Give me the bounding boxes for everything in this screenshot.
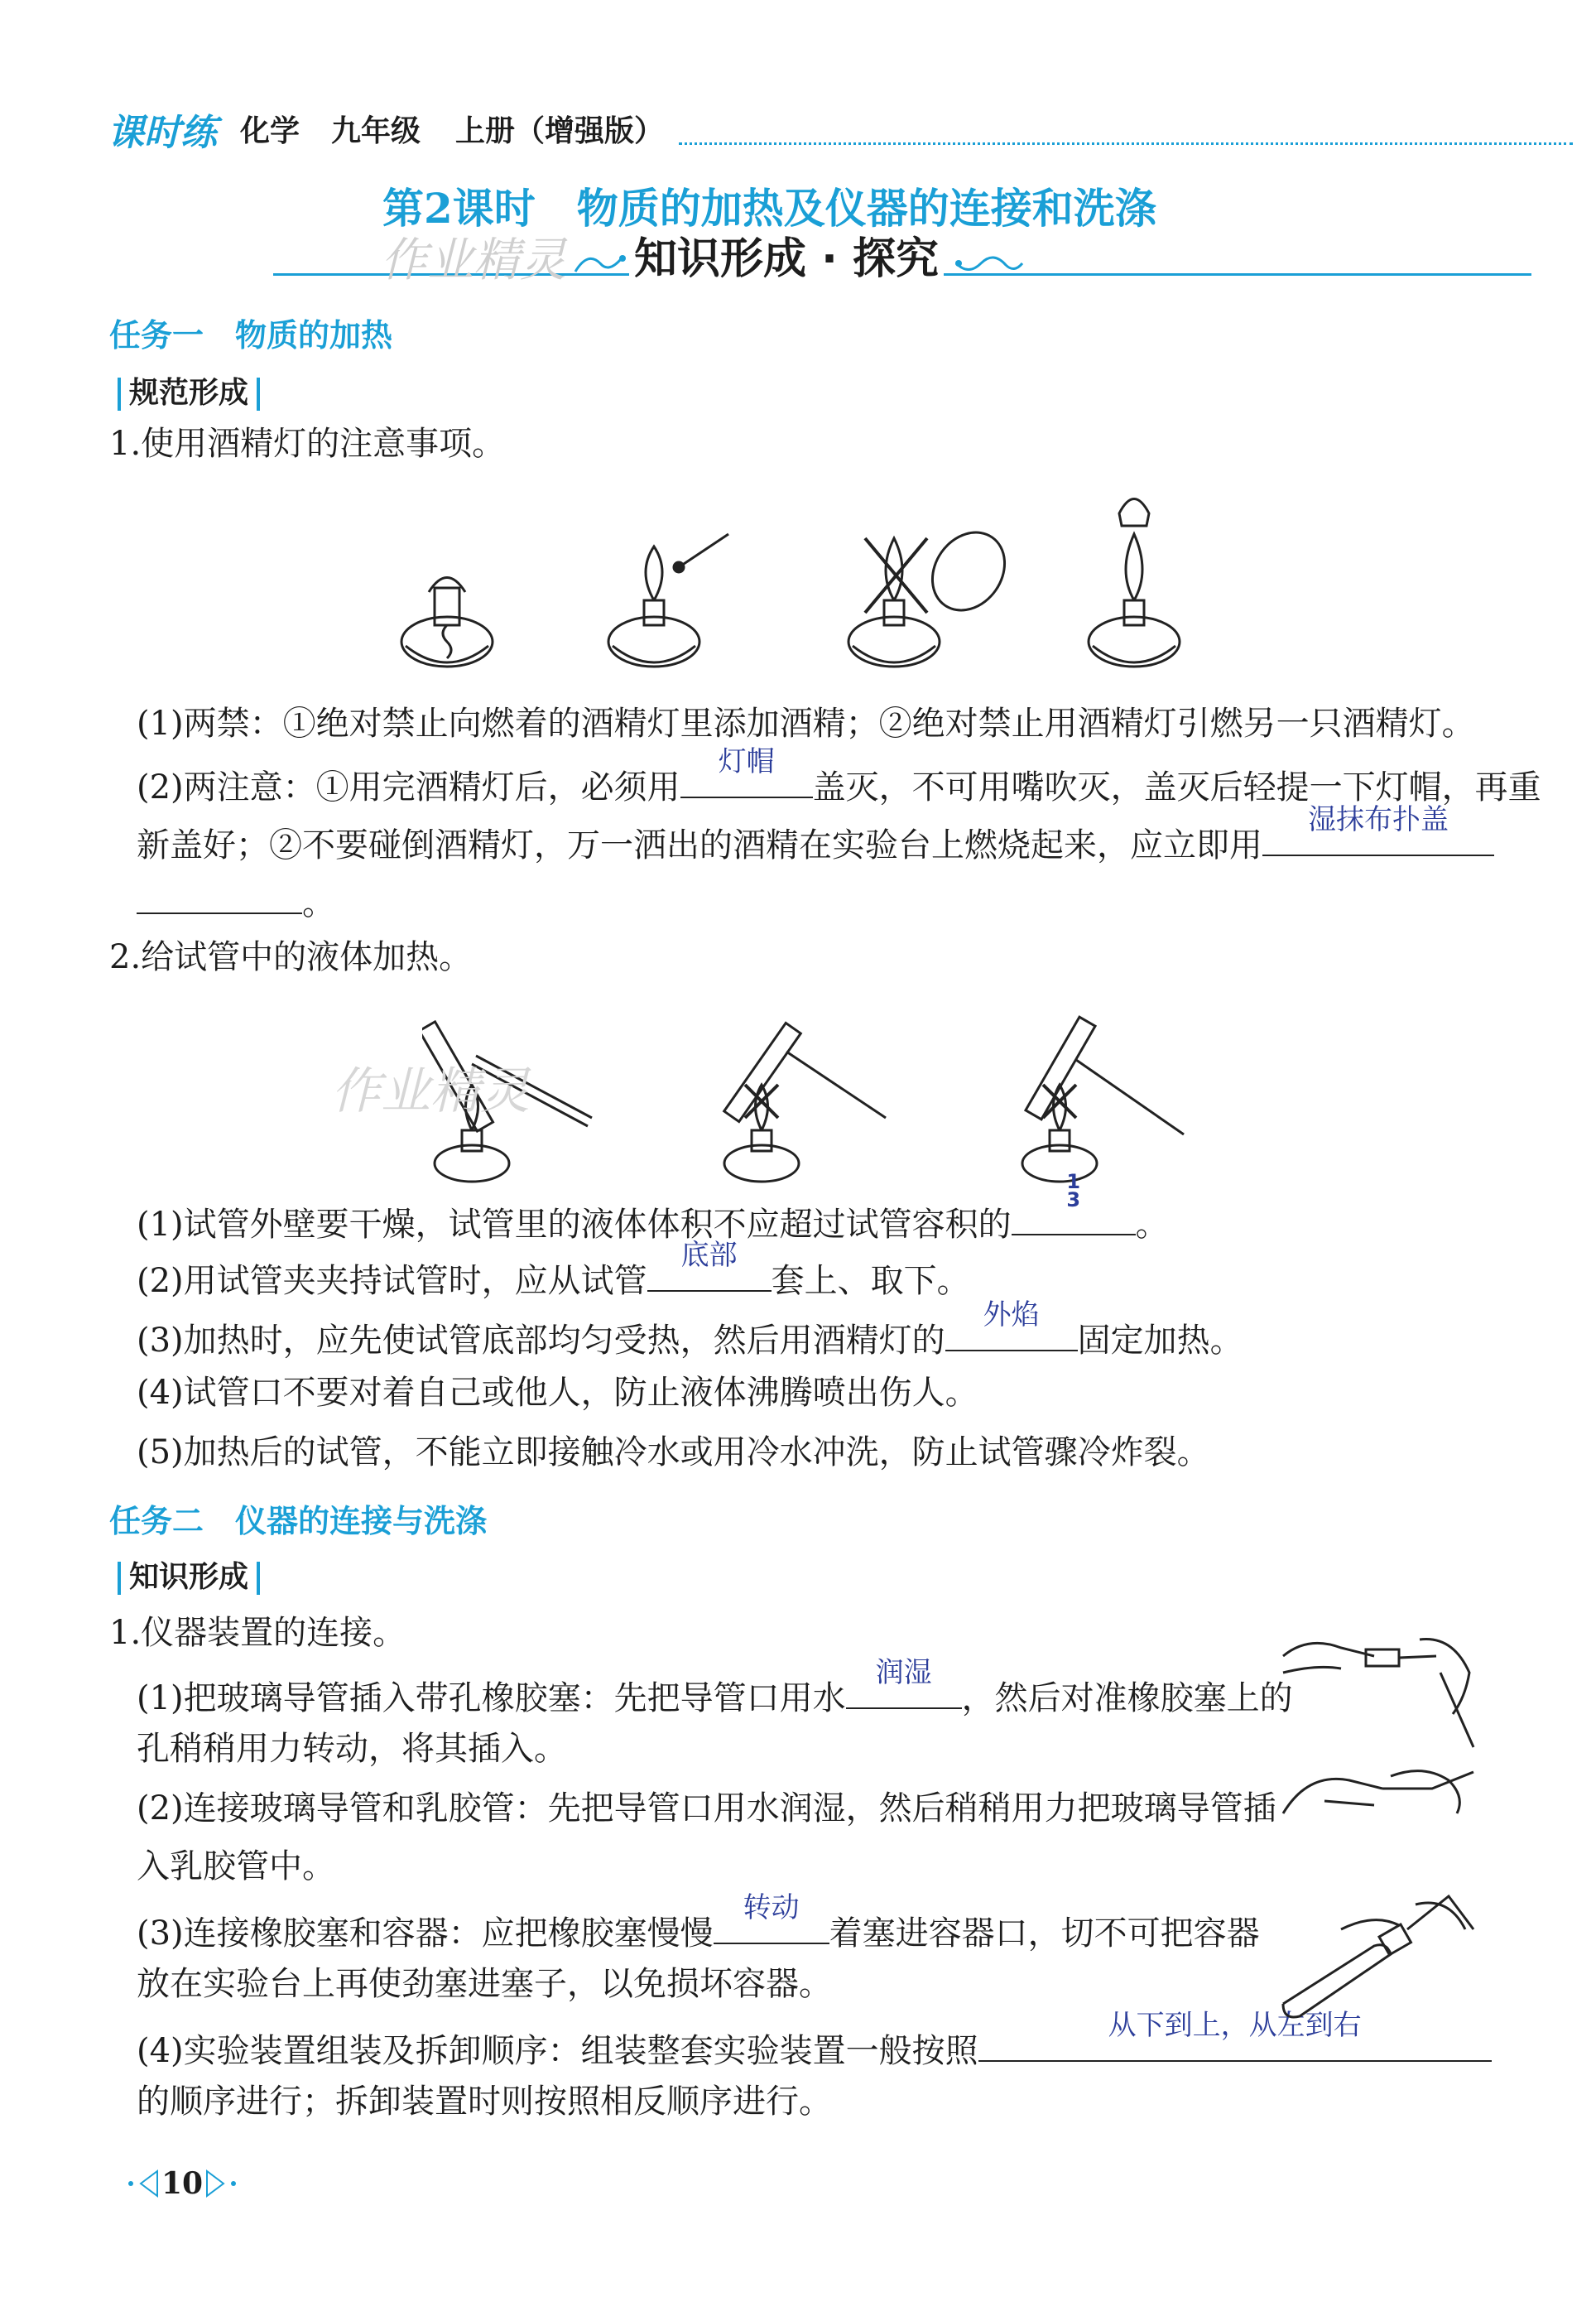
task1-item1-p2-line2: 新盖好；②不要碰倒酒精灯，万一洒出的酒精在实验台上燃烧起来，应立即用 湿抹布扑盖 <box>137 815 1494 869</box>
heating-wrong-angle-icon <box>724 1023 886 1182</box>
page-number: 10 <box>161 2166 204 2201</box>
header-grade: 九年级 <box>331 114 421 148</box>
test-tube-heating-figures <box>422 1002 1209 1192</box>
answer-blank-rotate: 转动 <box>714 1903 829 1944</box>
task2-heading: 任务二 仪器的连接与洗涤 <box>109 1503 488 1539</box>
page-number-badge <box>124 2163 240 2204</box>
task2-item1-p4-line1: (4)实验装置组装及拆卸顺序：组装整套实验装置一般按照 从下到上，从左到右 <box>137 2020 1492 2074</box>
task2-item1-p3-line2: 放在实验台上再使劲塞进塞子，以免损坏容器。 <box>137 1965 832 2003</box>
lesson-title: 第2课时 物质的加热及仪器的连接和洗涤 <box>382 184 1156 233</box>
task2-tag: 知识形成 <box>109 1553 268 1596</box>
task1-item1-title: 1.使用酒精灯的注意事项。 <box>109 425 506 463</box>
section-banner: 知识形成 · 探究 <box>629 234 944 285</box>
task1-item2-p2: (2)用试管夹夹持试管时，应从试管 底部 套上、取下。 <box>137 1239 970 1300</box>
task1-tag: 规范形成 <box>109 369 268 412</box>
answer-blank-wet-cloth: 湿抹布扑盖 <box>1262 815 1494 856</box>
task1-heading: 任务一 物质的加热 <box>109 317 393 354</box>
header-subject: 化学 <box>240 114 300 148</box>
heating-wrong-position-icon <box>1022 1017 1184 1182</box>
watermark: 作业精灵 <box>381 234 566 287</box>
header-volume: 上册（增强版） <box>455 114 665 148</box>
header-edition: 增强版 <box>545 114 635 148</box>
banner-swirl-icon <box>571 247 629 280</box>
answer-blank-wet: 润湿 <box>846 1668 962 1709</box>
task2-item1-p2-line1: (2)连接玻璃导管和乳胶管：先把导管口用水润湿，然后稍稍用力把玻璃导管插 <box>137 1789 1276 1827</box>
answer-blank-assembly-order: 从下到上，从左到右 <box>978 2020 1492 2062</box>
task2-item1-p2-line2: 入乳胶管中。 <box>137 1847 335 1885</box>
alcohol-lamp-capped-icon <box>401 578 493 667</box>
task1-item1-p2-line1: (2)两注意：①用完酒精灯后，必须用 灯帽 盖灭，不可用嘴吹灭，盖灭后轻提一下灯帽，再重 <box>137 745 1541 807</box>
task1-item2-title: 2.给试管中的液体加热。 <box>109 938 473 976</box>
answer-blank-lamp-cap: 灯帽 <box>680 757 813 798</box>
banner-swirl-right-icon <box>952 247 1026 280</box>
task2-item1-p3-line1: (3)连接橡胶塞和容器：应把橡胶塞慢慢 转动 着塞进容器口，切不可把容器 <box>137 1891 1260 1953</box>
alcohol-lamp-figures <box>389 489 1209 687</box>
task1-item1-p2-line3: 。 <box>137 873 335 927</box>
connect-tube-to-hose-icon <box>1275 1755 1482 1830</box>
connect-stopper-to-container-icon <box>1275 1880 1482 2020</box>
brand-logo: 课时练 <box>108 112 217 154</box>
task2-item1-title: 1.仪器装置的连接。 <box>109 1614 406 1652</box>
lamp-to-lamp-forbidden-icon <box>848 518 1019 667</box>
task1-item2-p4: (4)试管口不要对着自己或他人，防止液体沸腾喷出伤人。 <box>137 1374 978 1412</box>
task2-item1-p1-line2: 孔稍稍用力转动，将其插入。 <box>137 1730 567 1768</box>
answer-blank-bottom: 底部 <box>647 1250 772 1292</box>
answer-blank-continuation <box>137 873 302 914</box>
task2-item1-p4-line2: 的顺序进行；拆卸装置时则按照相反顺序进行。 <box>137 2083 832 2121</box>
answer-blank-outer-flame: 外焰 <box>945 1310 1078 1351</box>
cap-extinguish-icon <box>1089 499 1180 667</box>
lighting-with-match-icon <box>608 534 728 667</box>
watermark-2: 作业精灵 <box>331 1062 530 1120</box>
task1-item2-p3: (3)加热时，应先使试管底部均匀受热，然后用酒精灯的 外焰 固定加热。 <box>137 1298 1243 1360</box>
header-divider <box>679 142 1573 145</box>
task2-item1-p1-line1: (1)把玻璃导管插入带孔橡胶塞：先把导管口用水 润湿 ，然后对准橡胶塞上的 <box>137 1656 1293 1717</box>
connect-tube-to-stopper-icon <box>1275 1623 1482 1755</box>
page-header <box>108 101 1573 154</box>
answer-blank-one-third: 1 3 <box>1012 1194 1136 1235</box>
task1-item1-p1: (1)两禁：①绝对禁止向燃着的酒精灯里添加酒精；②绝对禁止用酒精灯引燃另一只酒精灯。 <box>137 705 1475 743</box>
task1-item2-p5: (5)加热后的试管，不能立即接触冷水或用冷水冲洗，防止试管骤冷炸裂。 <box>137 1433 1210 1471</box>
task1-item2-p1: (1)试管外壁要干燥，试管里的液体体积不应超过试管容积的 1 3 。 <box>137 1170 1169 1244</box>
